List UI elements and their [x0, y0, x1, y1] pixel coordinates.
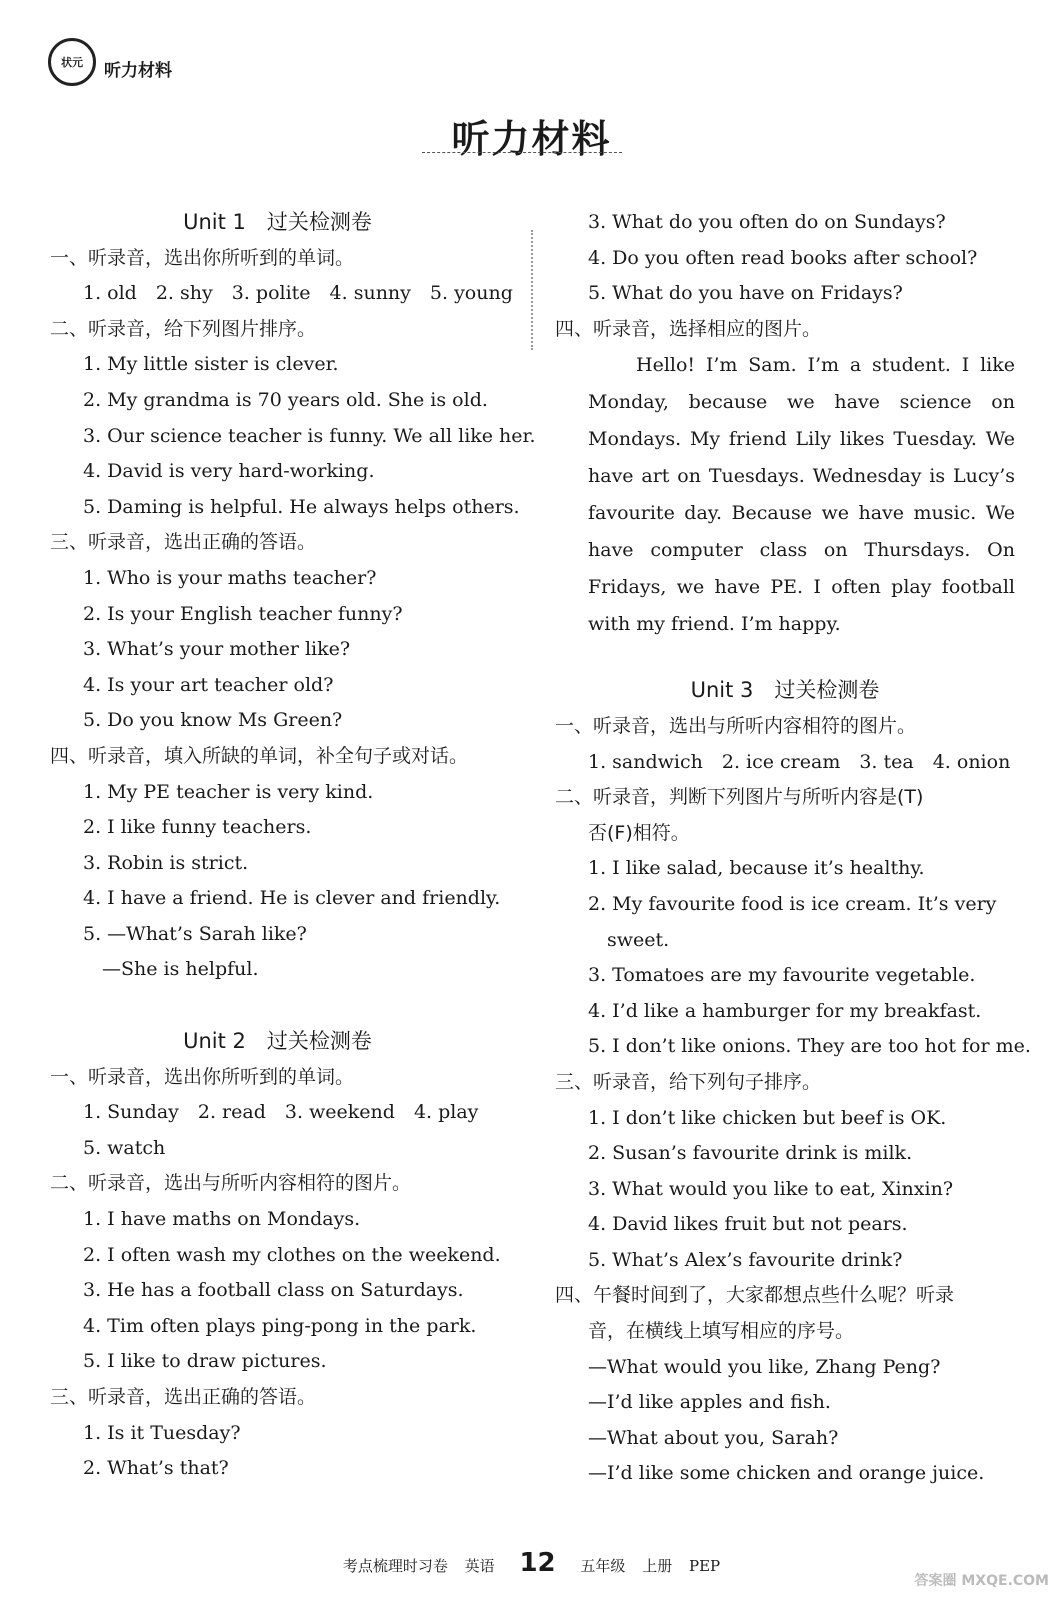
list-item: 5. What do you have on Fridays? [588, 282, 903, 305]
list-item: 2. What’s that? [83, 1457, 229, 1480]
list-item: 3. What’s your mother like? [83, 638, 351, 661]
footer-subject: 英语 [464, 1557, 495, 1575]
list-item: 4. David likes fruit but not pears. [588, 1213, 908, 1236]
list-item: 5. What’s Alex’s favourite drink? [588, 1248, 903, 1271]
list-item: —What would you like, Zhang Peng? [588, 1355, 941, 1378]
list-item: 1. I don’t like chicken but beef is OK. [588, 1106, 947, 1129]
logo-text: 状元 [61, 56, 83, 69]
list-item: 3. Our science teacher is funny. We all like her. [83, 424, 536, 447]
unit2-section4-heading: 四、听录音，选择相应的图片。 [555, 317, 822, 340]
list-item: sweet. [607, 928, 670, 951]
unit1-section2-heading: 二、听录音，给下列图片排序。 [50, 317, 317, 340]
list-item: 3. What do you often do on Sundays? [588, 211, 946, 233]
page-footer [0, 1548, 1063, 1578]
unit3-section1-heading: 一、听录音，选出与所听内容相符的图片。 [555, 714, 917, 737]
spacer [50, 988, 505, 1024]
page-number: 12 [519, 1548, 556, 1578]
listening-passage [555, 347, 1015, 643]
list-item: 1. My PE teacher is very kind. [83, 780, 374, 803]
list-item: 1. sandwich 2. ice cream 3. tea 4. onion [588, 750, 1011, 773]
list-item: 4. I’d like a hamburger for my breakfast. [588, 999, 982, 1022]
unit3-section4-heading: 四、午餐时间到了，大家都想点些什么呢？听录 [555, 1284, 955, 1307]
list-item: 2. Is your English teacher funny? [83, 602, 403, 625]
unit3-section3-heading: 三、听录音，给下列句子排序。 [555, 1070, 822, 1093]
list-item: —I’d like some chicken and orange juice. [588, 1462, 985, 1485]
list-item: 2. I often wash my clothes on the weekend. [83, 1243, 501, 1266]
list-item: 1. I like salad, because it’s healthy. [588, 857, 925, 880]
list-item: 4. David is very hard-working. [83, 460, 375, 483]
list-item: 3. Tomatoes are my favourite vegetable. [588, 964, 976, 987]
list-item: 1. I have maths on Mondays. [83, 1208, 361, 1231]
unit1-title: Unit 1 过关检测卷 [183, 210, 372, 234]
list-item: 5. Daming is helpful. He always helps others. [83, 495, 520, 518]
footer-edition: PEP [689, 1557, 721, 1575]
left-column [50, 205, 536, 1487]
list-item: 2. My grandma is 70 years old. She is old. [83, 388, 488, 411]
unit1-section1-heading: 一、听录音，选出你所听到的单词。 [50, 246, 355, 269]
list-item: 4. Tim often plays ping-pong in the park. [83, 1314, 477, 1337]
spacer [555, 643, 1015, 673]
list-item: 1. Who is your maths teacher? [83, 566, 377, 589]
publisher-logo [48, 38, 96, 86]
list-item: 1. Sunday 2. read 3. weekend 4. play [83, 1101, 479, 1124]
list-item: 3. What would you like to eat, Xinxin? [588, 1177, 954, 1200]
unit3-section4-heading-cont: 音，在横线上填写相应的序号。 [588, 1320, 855, 1343]
list-item: 4. Is your art teacher old? [83, 673, 334, 696]
unit3-title: Unit 3 过关检测卷 [690, 678, 880, 703]
list-item: 3. Robin is strict. [83, 851, 249, 874]
running-header: 听力材料 [104, 61, 172, 81]
list-item: —What about you, Sarah? [588, 1426, 839, 1449]
passage-text: Hello! I’m Sam. I’m a student. I like Monday, because we have science on Mondays. My friend Lily likes Tuesday. We have art on Tuesdays. Wednesday is Lucy’s favourite day. Because we have music. We have computer class on Thursdays. On Fridays, we have PE. I often play football with my friend. I’m happy. [588, 354, 1015, 636]
list-item: 5. Do you know Ms Green? [83, 709, 343, 732]
column-divider [531, 230, 533, 350]
list-item: 4. I have a friend. He is clever and friendly. [83, 887, 501, 910]
page-title: 听力材料 [451, 117, 612, 161]
right-column [555, 205, 1031, 1492]
list-item: —She is helpful. [102, 958, 259, 981]
list-item: 5. watch [83, 1136, 166, 1159]
list-item: 2. Susan’s favourite drink is milk. [588, 1142, 913, 1165]
unit1-section3-heading: 三、听录音，选出正确的答语。 [50, 531, 317, 554]
footer-grade: 五年级 [580, 1557, 626, 1575]
watermark: 答案圈 MXQE.COM [914, 1573, 1049, 1589]
unit2-section1-heading: 一、听录音，选出你所听到的单词。 [50, 1065, 355, 1088]
title-underline [422, 152, 622, 153]
footer-term: 上册 [642, 1557, 673, 1575]
footer-series: 考点梳理时习卷 [342, 1557, 448, 1575]
unit3-section2-heading: 二、听录音，判断下列图片与所听内容是(T) [555, 786, 924, 809]
list-item: 2. My favourite food is ice cream. It’s very [588, 892, 997, 915]
unit3-section2-heading-cont: 否(F)相符。 [588, 821, 690, 844]
unit2-section2-heading: 二、听录音，选出与所听内容相符的图片。 [50, 1172, 412, 1195]
list-item: 1. Is it Tuesday? [83, 1421, 241, 1444]
list-item: 1. old 2. shy 3. polite 4. sunny 5. young [83, 282, 513, 305]
list-item: 1. My little sister is clever. [83, 353, 339, 376]
list-item: 4. Do you often read books after school? [588, 246, 978, 269]
list-item: —I’d like apples and fish. [588, 1391, 831, 1414]
list-item: 5. —What’s Sarah like? [83, 922, 307, 945]
unit1-section4-heading: 四、听录音，填入所缺的单词，补全句子或对话。 [50, 744, 469, 767]
list-item: 3. He has a football class on Saturdays. [83, 1279, 464, 1302]
list-item: 2. I like funny teachers. [83, 816, 312, 839]
unit2-section3-heading: 三、听录音，选出正确的答语。 [50, 1386, 317, 1408]
list-item: 5. I like to draw pictures. [83, 1350, 327, 1373]
list-item: 5. I don’t like onions. They are too hot for me. [588, 1035, 1031, 1058]
unit2-title: Unit 2 过关检测卷 [183, 1029, 372, 1054]
